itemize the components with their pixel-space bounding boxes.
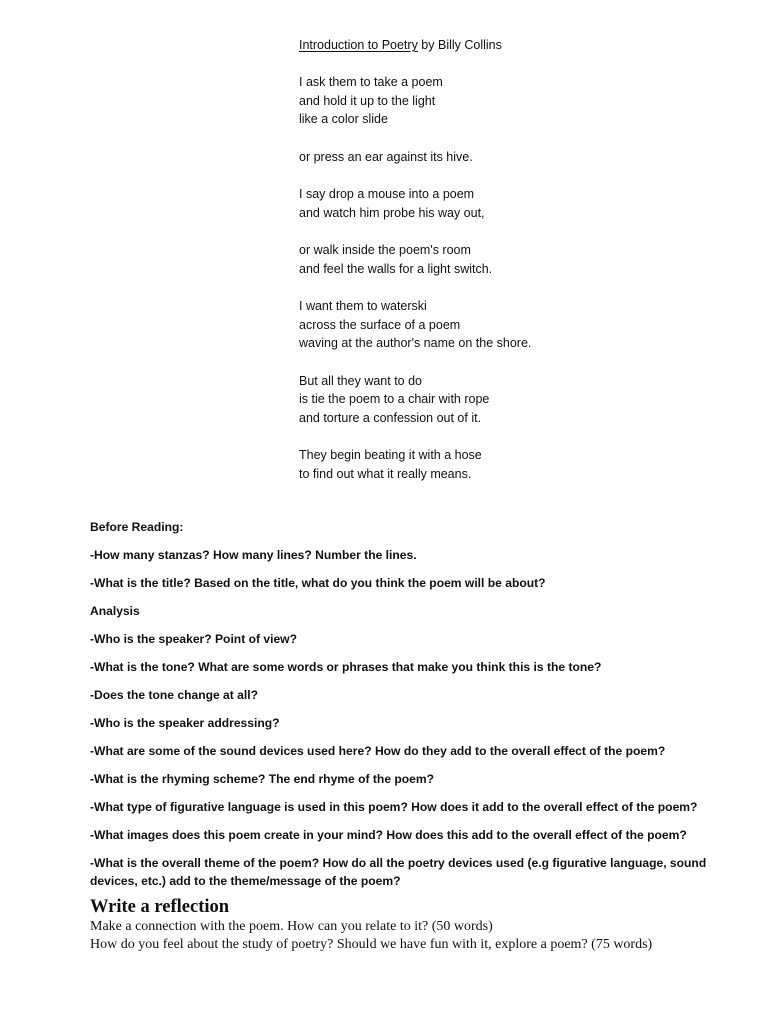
stanza (299, 241, 531, 279)
reflection-prompt: How do you feel about the study of poetry? Should we have fun with it, explore a poem? (75 words) (90, 936, 653, 952)
question-item: -What is the tone? What are some words or phrases that make you think this is the tone? (90, 660, 602, 674)
poem-line: and torture a confession out of it. (299, 411, 482, 426)
stanza (299, 297, 531, 353)
analysis-heading: Analysis (90, 604, 140, 618)
question-item: -What is the title? Based on the title, what do you think the poem will be about? (90, 576, 546, 590)
reflection-heading: Write a reflection (90, 897, 230, 917)
question-item: -What type of figurative language is used in this poem? How does it add to the overall effect of the poem? (90, 800, 698, 814)
stanza (299, 185, 531, 223)
stanza (299, 446, 531, 484)
poem-line: is tie the poem to a chair with rope (299, 392, 490, 407)
question-item: -Who is the speaker addressing? (90, 716, 280, 730)
poem-title-line (299, 36, 531, 55)
question-item: -What images does this poem create in your mind? How does this add to the overall effect of the poem? (90, 828, 687, 842)
question-list (90, 519, 730, 901)
reflection-prompt: Make a connection with the poem. How can you relate to it? (50 words) (90, 919, 493, 934)
stanza (299, 372, 531, 428)
poem (299, 36, 531, 502)
poem-line: waving at the author's name on the shore. (299, 336, 532, 351)
poem-line: to find out what it really means. (299, 467, 472, 482)
poem-line: I say drop a mouse into a poem (299, 186, 475, 201)
poem-line: and watch him probe his way out, (299, 205, 485, 220)
poem-line: and feel the walls for a light switch. (299, 261, 493, 276)
stanza (299, 73, 531, 129)
question-item: -What is the rhyming scheme? The end rhyme of the poem? (90, 772, 435, 786)
question-item: -What are some of the sound devices used here? How do they add to the overall effect of the poem? (90, 744, 666, 758)
poem-line: But all they want to do (299, 373, 422, 388)
poem-title: Introduction to Poetry (299, 38, 418, 52)
poem-line: I want them to waterski (299, 298, 427, 313)
poem-line: or press an ear against its hive. (299, 149, 473, 164)
stanza (299, 148, 531, 167)
question-item: -How many stanzas? How many lines? Number the lines. (90, 548, 417, 562)
question-item: -What is the overall theme of the poem? How do all the poetry devices used (e.g figurative language, sound devices, etc.) add to the theme/message of the poem? (90, 856, 707, 888)
poem-line: They begin beating it with a hose (299, 448, 482, 463)
poem-line: I ask them to take a poem (299, 74, 443, 89)
poem-byline: by Billy Collins (417, 38, 502, 52)
poem-line: or walk inside the poem's room (299, 242, 471, 257)
question-item: -Does the tone change at all? (90, 688, 258, 702)
reflection-section (90, 896, 750, 953)
before-reading-heading: Before Reading: (90, 520, 184, 534)
question-item: -Who is the speaker? Point of view? (90, 632, 297, 646)
poem-line: like a color slide (299, 112, 388, 127)
poem-line: across the surface of a poem (299, 317, 461, 332)
poem-line: and hold it up to the light (299, 93, 436, 108)
